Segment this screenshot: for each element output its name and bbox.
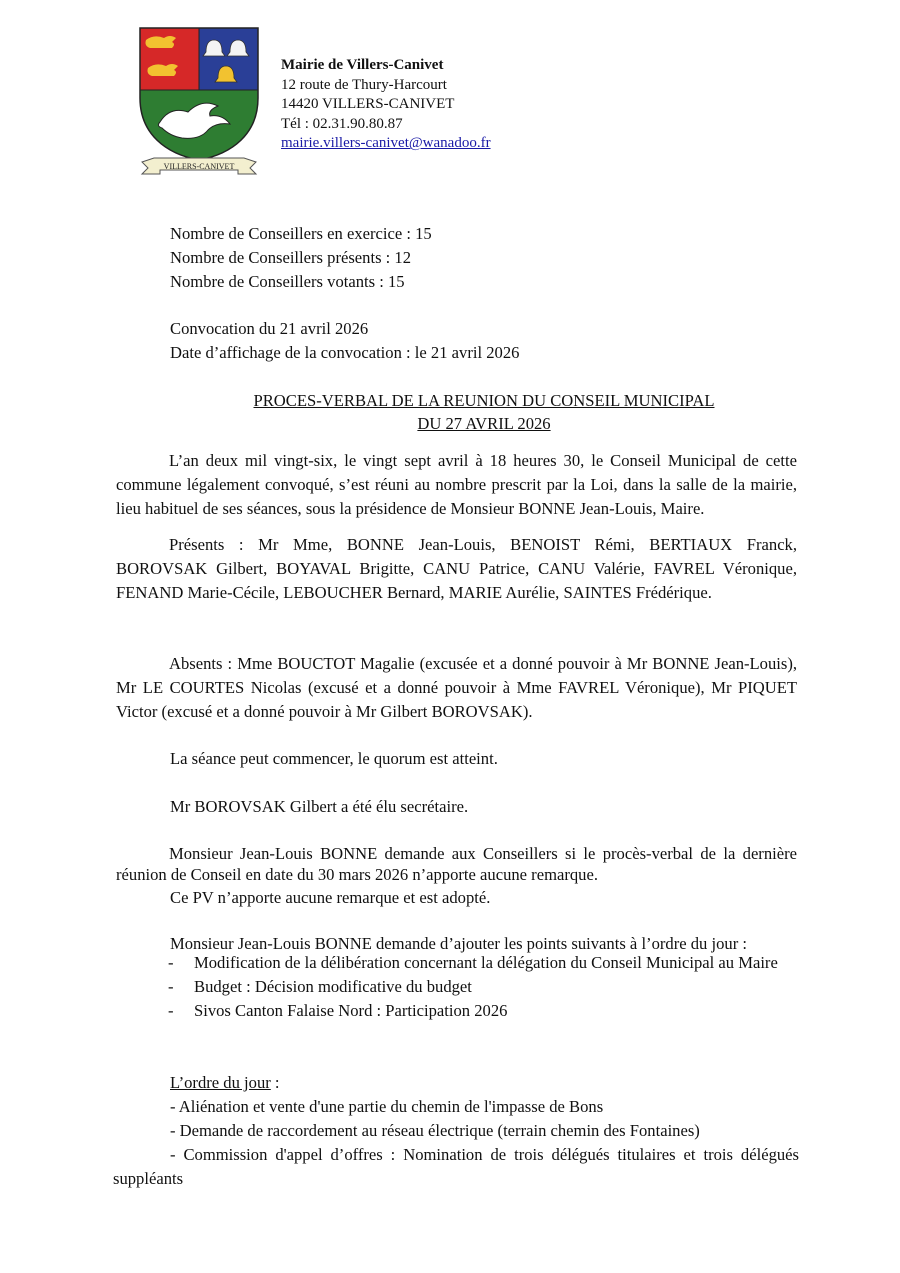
convocation-affichage: Date d’affichage de la convocation : le 21 avril 2026 [170,343,520,362]
mairie-street: 12 route de Thury-Harcourt [281,76,447,93]
ajout-list [116,951,802,1023]
count-presents: Nombre de Conseillers présents : 12 [170,248,412,267]
list-item: - Budget : Décision modificative du budget [116,975,802,999]
intro-paragraph: L’an deux mil vingt-six, le vingt sept avril à 18 heures 30, le Conseil Municipal de cette commune légalement convoqué, s’est réuni au nombre prescrit par la Loi, dans la salle de la mairie, lieu habituel de ses séances, sous la présidence de Monsieur BONNE Jean-Louis, Maire. [116,451,797,518]
mairie-address [281,56,491,154]
ajout-item-3: Sivos Canton Falaise Nord : Participation 2026 [194,1001,508,1020]
ordre-title: L’ordre du jour [170,1073,271,1092]
document-title [0,389,900,435]
count-votants: Nombre de Conseillers votants : 15 [170,272,405,291]
councillor-counts [170,222,432,293]
ajout-intro-line: Monsieur Jean-Louis BONNE demande d’ajouter les points suivants à l’ordre du jour : [170,934,747,953]
ordre-list [113,1095,799,1191]
title-line-1: PROCES-VERBAL DE LA REUNION DU CONSEIL MUNICIPAL [253,391,715,410]
pv-adopte-line: Ce PV n’apporte aucune remarque et est adopté. [170,888,491,907]
mairie-phone: Tél : 02.31.90.80.87 [281,115,403,132]
ajout-item-2: Budget : Décision modificative du budget [194,977,472,996]
secretaire-line: Mr BOROVSAK Gilbert a été élu secrétaire. [170,797,469,816]
crest-banner-text: VILLERS-CANIVET [163,162,235,171]
ajout-item-1: Modification de la délibération concernant la délégation du Conseil Municipal au Maire [194,953,778,972]
quorum-line: La séance peut commencer, le quorum est atteint. [170,749,498,768]
mairie-city: 14420 VILLERS-CANIVET [281,96,455,113]
title-line-2: DU 27 AVRIL 2026 [417,414,551,433]
ordre-item-1: - Aliénation et vente d'une partie du chemin de l'impasse de Bons [170,1097,604,1116]
pv-question-paragraph: Monsieur Jean-Louis BONNE demande aux Conseillers si le procès-verbal de la dernière réunion de Conseil en date du 30 mars 2026 n’apporte aucune remarque. [116,844,797,884]
ordre-item-2: - Demande de raccordement au réseau électrique (terrain chemin des Fontaines) [170,1121,700,1140]
convocation-date: Convocation du 21 avril 2026 [170,319,369,338]
ordre-title-line [170,1071,280,1094]
ordre-title-colon: : [270,1073,280,1092]
list-item: - Modification de la délibération concernant la délégation du Conseil Municipal au Maire [116,951,802,975]
mairie-name: Mairie de Villers-Canivet [281,57,444,73]
absents-paragraph: Absents : Mme BOUCTOT Magalie (excusée et a donné pouvoir à Mr BONNE Jean-Louis), Mr LE COURTES Nicolas (excusé et a donné pouvoir à Mme FAVREL Véronique), Mr PIQUET Victor (excusé et a donné pouvoir à Mr Gilbert BOROVSAK). [116,654,797,721]
presents-paragraph: Présents : Mr Mme, BONNE Jean-Louis, BENOIST Rémi, BERTIAUX Franck, BOROVSAK Gilbert, BOYAVAL Brigitte, CANU Patrice, CANU Valérie, FAVREL Véronique, FENAND Marie-Cécile, LEBOUCHER Bernard, MARIE Aurélie, SAINTES Frédérique. [116,535,797,602]
count-exercice: Nombre de Conseillers en exercice : 15 [170,224,432,243]
convocation-info [170,317,519,364]
ordre-item-3: - Commission d'appel d’offres : Nomination de trois délégués titulaires et trois délégués suppléants [113,1145,799,1188]
coat-of-arms-logo [136,26,262,178]
list-item: - Sivos Canton Falaise Nord : Participation 2026 [116,999,802,1023]
mairie-email-link[interactable]: mairie.villers-canivet@wanadoo.fr [281,135,491,152]
